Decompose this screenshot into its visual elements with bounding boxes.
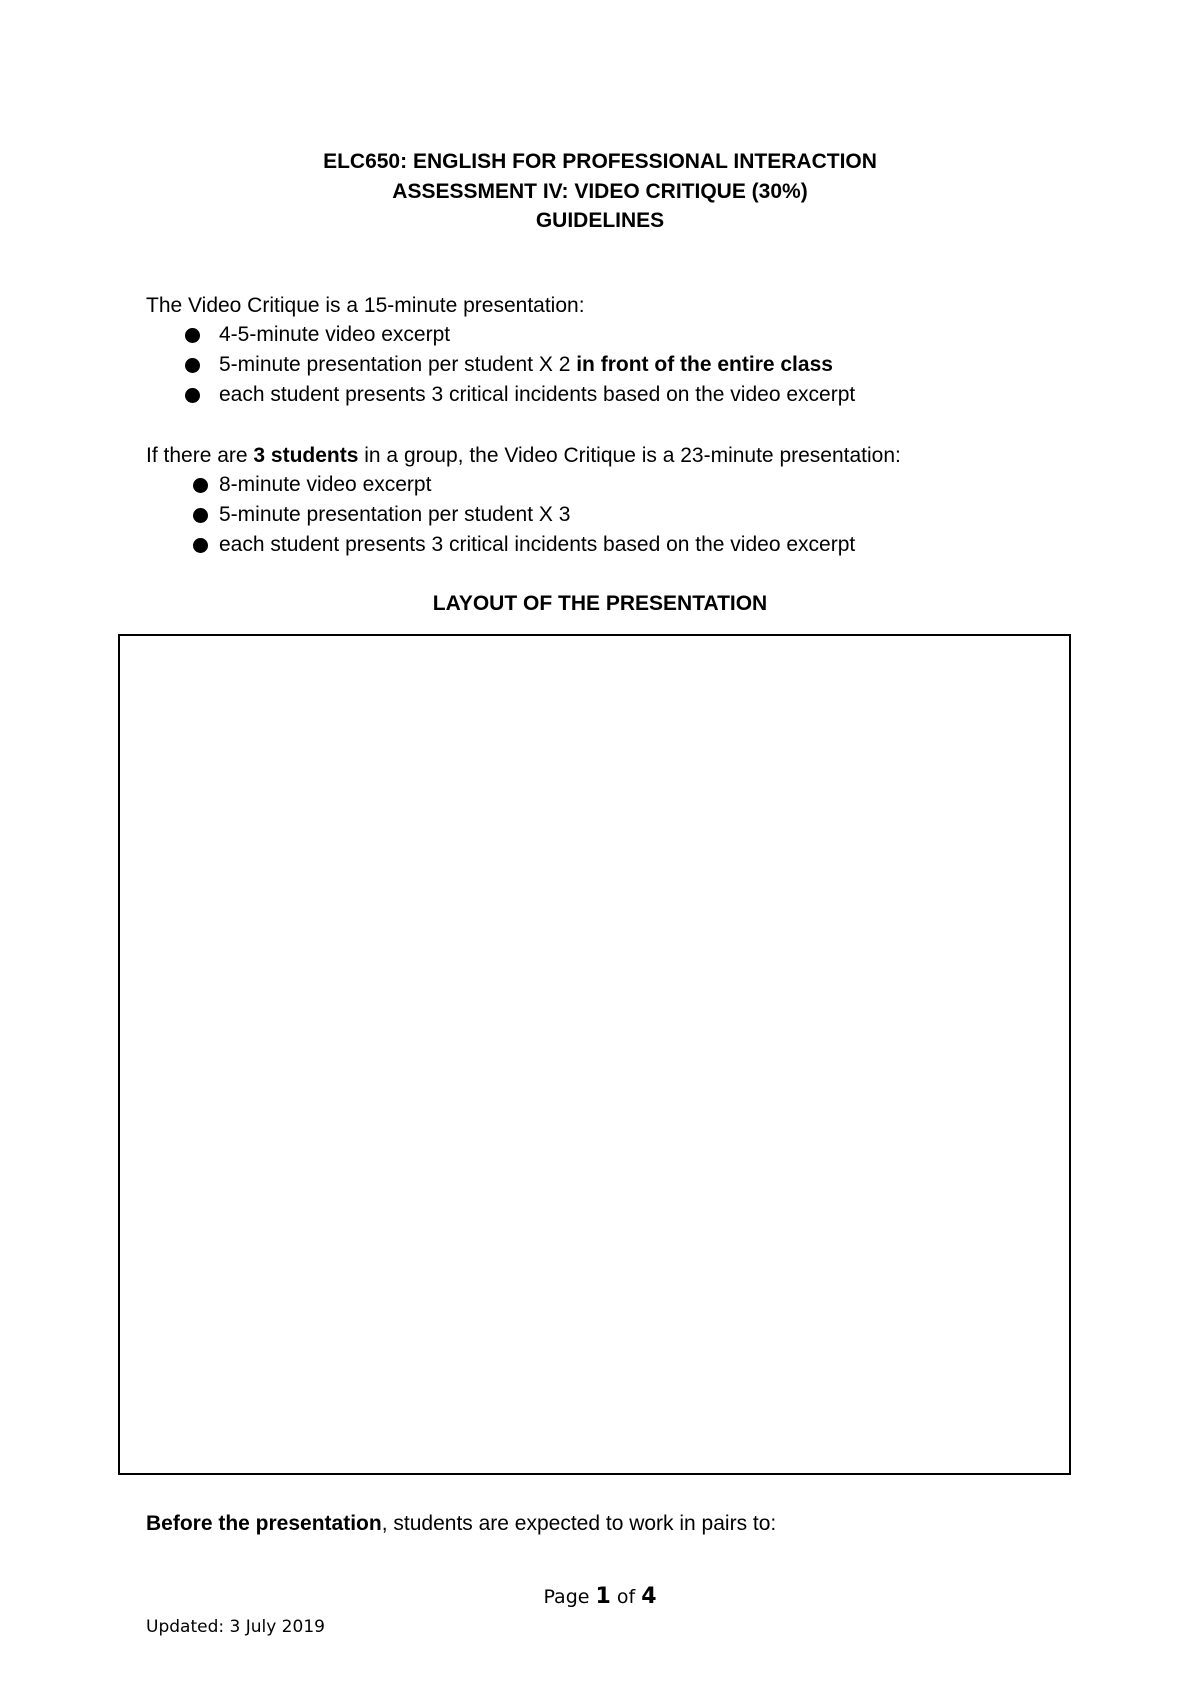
list-item [0,350,1200,380]
bullet-icon [193,508,208,523]
bullet-text: each student presents 3 critical incidents based on the video excerpt [219,533,856,556]
bullet-icon [193,538,208,553]
list-item [0,470,1200,500]
page-total: 4 [641,1584,657,1609]
bullet-text-group [219,350,833,380]
trio-intro-after: in a group, the Video Critique is a 23-minute presentation: [358,444,901,467]
bullet-text: 5-minute presentation per student X 3 [219,503,571,526]
before-lead-bold: Before the presentation [146,1512,382,1535]
list-item [0,320,1200,350]
course-title: ELC650: ENGLISH FOR PROFESSIONAL INTERACTION [323,150,877,173]
trio-intro-before: If there are [146,444,254,467]
guidelines-heading: GUIDELINES [535,209,665,232]
layout-heading: LAYOUT OF THE PRESENTATION [432,592,768,615]
assessment-title: ASSESSMENT IV: VIDEO CRITIQUE (30%) [392,180,808,203]
page-prefix: Page [543,1586,596,1608]
bullet-text: 4-5-minute video excerpt [219,323,451,346]
before-rest: , students are expected to work in pairs to: [381,1512,777,1535]
bullet-text: 8-minute video excerpt [219,473,432,496]
before-presentation-text [146,1510,776,1538]
bullet-icon [193,478,208,493]
bullet-text: 5-minute presentation per student X 2 [219,353,577,376]
list-item [0,530,1200,560]
bullet-icon [185,358,200,373]
layout-box [118,634,1071,1475]
trio-intro-bold: 3 students [253,444,359,467]
list-item [0,380,1200,410]
trio-intro [146,442,901,470]
page-current: 1 [595,1584,611,1609]
trio-bullet-list [0,470,1200,560]
bullet-bold-text: in front of the entire class [576,353,833,376]
pair-bullet-list [0,320,1200,410]
page-of: of [610,1586,642,1608]
bullet-icon [185,388,200,403]
list-item [0,500,1200,530]
bullet-text: each student presents 3 critical incidents based on the video excerpt [219,383,856,406]
page-number [0,1582,1200,1612]
updated-date: Updated: 3 July 2019 [146,1617,325,1637]
pair-intro: The Video Critique is a 15-minute presentation: [146,294,585,317]
bullet-icon [185,328,200,343]
